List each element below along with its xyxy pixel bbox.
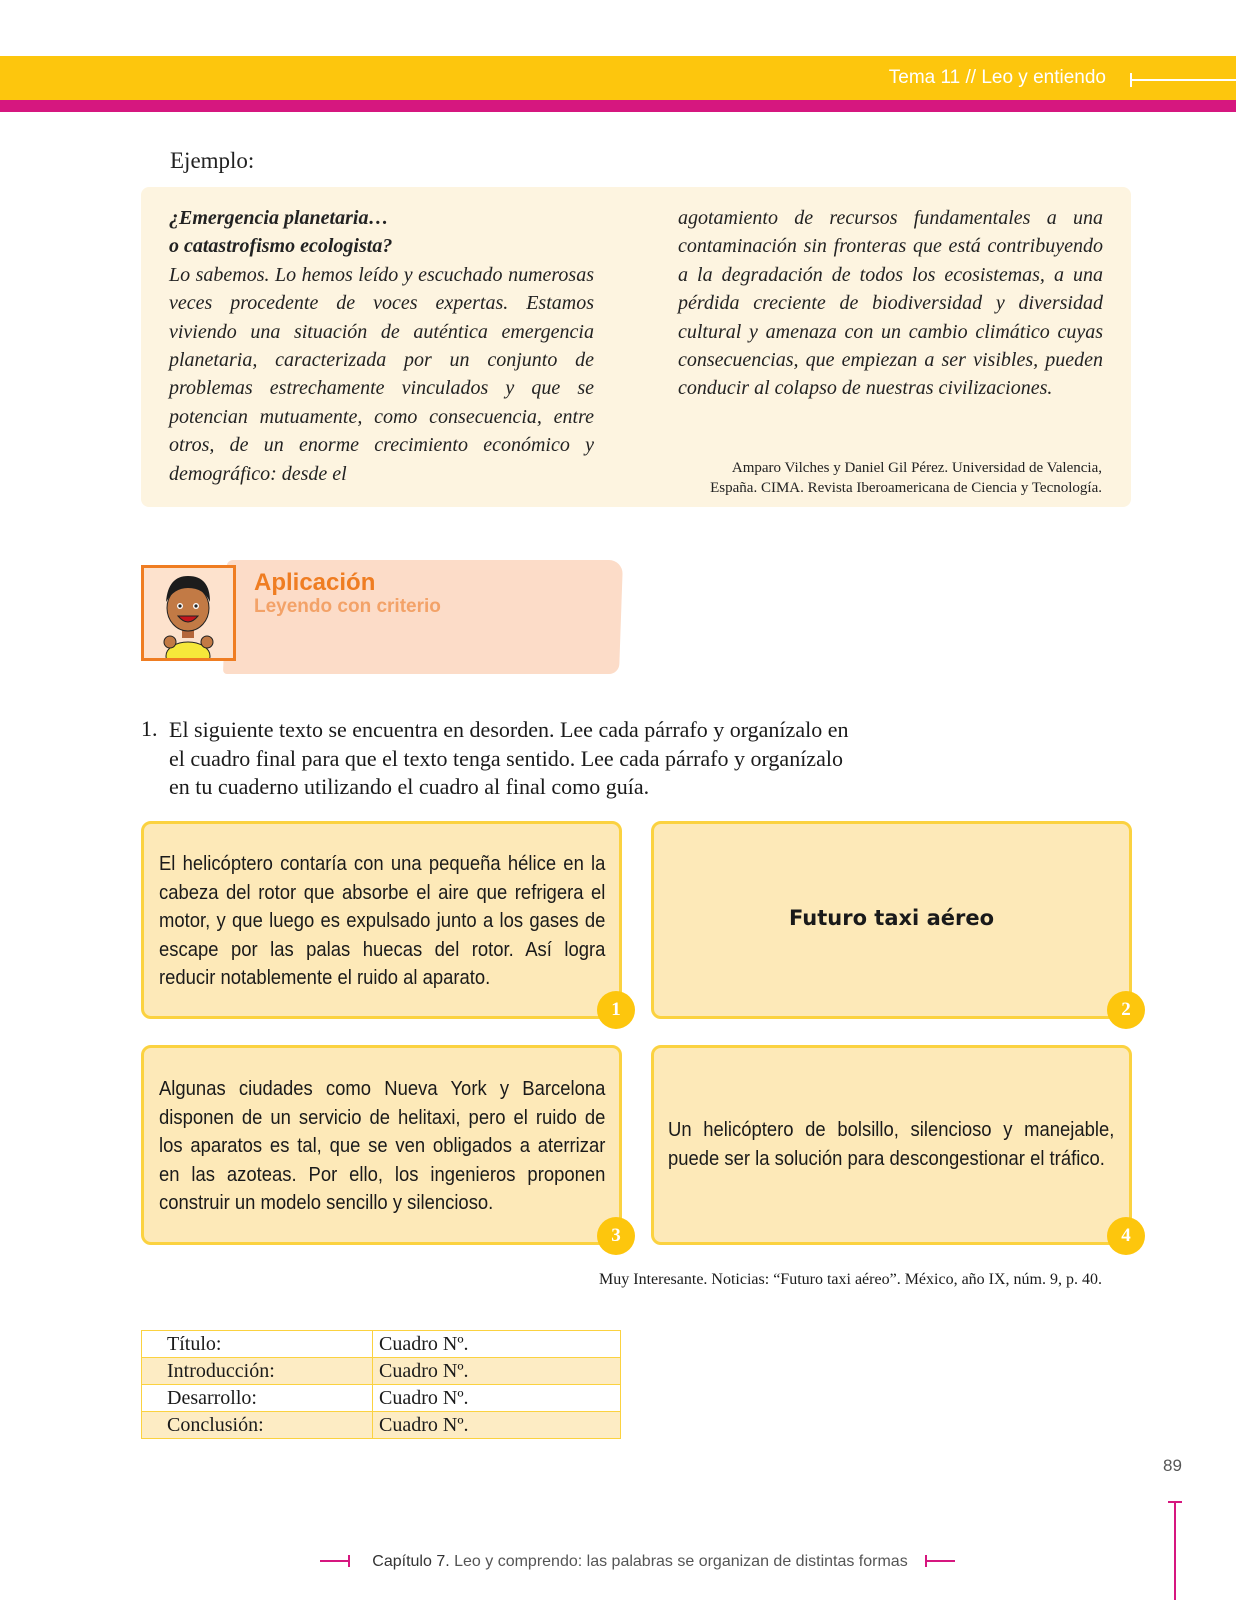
aplicacion-title: Aplicación — [254, 569, 376, 596]
table-row — [142, 1385, 621, 1412]
aplicacion-subtitle: Leyendo con criterio — [254, 596, 441, 617]
table-row-label: Título: — [142, 1331, 373, 1358]
table-row-value: Cuadro Nº. — [373, 1331, 621, 1358]
kid-character-icon — [144, 568, 233, 658]
example-body-2: agotamiento de recursos fundamentales a una contaminación sin fronteras que está contribuyendo a la degradación de todos los ecosistemas, a una pérdida creciente de biodiversidad y diversidad cultural y amenaza con un cambio climático cuyas consecuencias, que empiezan a ser visibles, pueden conducir al colapso de nuestras civilizaciones. — [678, 207, 1103, 400]
instruction-text: El siguiente texto se encuentra en desorden. Lee cada párrafo y organízalo en el cuadro final para que el texto tenga sentido. Lee cada párrafo y organízalo en tu cuaderno utilizando el cuadro al final como guía. — [169, 717, 849, 800]
table-row-label: Conclusión: — [142, 1412, 373, 1439]
table-row — [142, 1358, 621, 1385]
footer-chapter — [320, 1553, 960, 1571]
header-stripe — [0, 100, 1236, 112]
table-row-label: Introducción: — [142, 1358, 373, 1385]
example-title-line1: ¿Emergencia planetaria… — [169, 207, 389, 229]
table-row-value: Cuadro Nº. — [373, 1358, 621, 1385]
header-rule-tick — [1130, 73, 1132, 87]
page-number: 89 — [1163, 1456, 1182, 1475]
paragraph-card-2-title: Futuro taxi aéreo — [788, 906, 995, 930]
card-number-badge-3: 3 — [597, 1217, 635, 1255]
aplicacion-character-frame — [141, 565, 236, 661]
card-number-badge-2: 2 — [1107, 991, 1145, 1029]
header-topic-label: Tema 11 // Leo y entiendo — [888, 67, 1106, 88]
table-row — [142, 1412, 621, 1439]
paragraph-card-4-text: Un helicóptero de bolsillo, silencioso y manejable, puede ser la solución para descongestionar el tráfico. — [668, 1118, 1115, 1170]
side-rule — [1174, 1502, 1176, 1600]
example-label: Ejemplo: — [170, 148, 255, 173]
footer-rule-right — [925, 1560, 955, 1562]
example-column-2 — [678, 204, 1103, 403]
source-citation: Muy Interesante. Noticias: “Futuro taxi aéreo”. México, año IX, núm. 9, p. 40. — [599, 1271, 1102, 1288]
example-title-line2: o catastrofismo ecologista? — [169, 235, 393, 258]
answer-table — [141, 1330, 621, 1439]
instruction-number: 1. — [141, 716, 158, 741]
footer-chapter-number: Capítulo 7. — [372, 1553, 450, 1570]
table-row — [142, 1331, 621, 1358]
example-column-1 — [169, 204, 594, 488]
example-body-1: Lo sabemos. Lo hemos leído y escuchado numerosas veces procedente de voces expertas. Estamos viviendo una situación de auténtica emergencia planetaria, caracterizada por un conjunto de problemas estrechamente vinculados y que se potencian mutuamente, como consecuencia, entre otros, de un enorme crecimiento económico y demográfico: desde el — [169, 263, 594, 485]
footer-chapter-title: Leo y comprendo: las palabras se organizan de distintas formas — [449, 1553, 908, 1570]
table-row-label: Desarrollo: — [142, 1385, 373, 1412]
paragraph-card-1-text: El helicóptero contaría con una pequeña hélice en la cabeza del rotor que absorbe el aire que refrigera el motor, y que luego es expulsado junto a los gases de escape por las palas huecas del rotor. Así logra reducir notablemente el ruido al aparato. — [159, 852, 606, 989]
card-number-badge-4: 4 — [1107, 1217, 1145, 1255]
table-row-value: Cuadro Nº. — [373, 1385, 621, 1412]
header-rule — [1130, 79, 1236, 81]
example-credit — [640, 458, 1102, 498]
paragraph-card-3-text: Algunas ciudades como Nueva York y Barcelona disponen de un servicio de helitaxi, pero el ruido de los aparatos es tal, que se ven obligados a aterrizar en las azoteas. Por ello, los ingenieros proponen construir un modelo sencillo y silencioso. — [159, 1077, 606, 1214]
card-number-badge-1: 1 — [597, 991, 635, 1029]
table-row-value: Cuadro Nº. — [373, 1412, 621, 1439]
example-credit-line2: España. CIMA. Revista Iberoamericana de Ciencia y Tecnología. — [710, 480, 1102, 496]
example-credit-line1: Amparo Vilches y Daniel Gil Pérez. Universidad de Valencia, — [731, 460, 1102, 476]
